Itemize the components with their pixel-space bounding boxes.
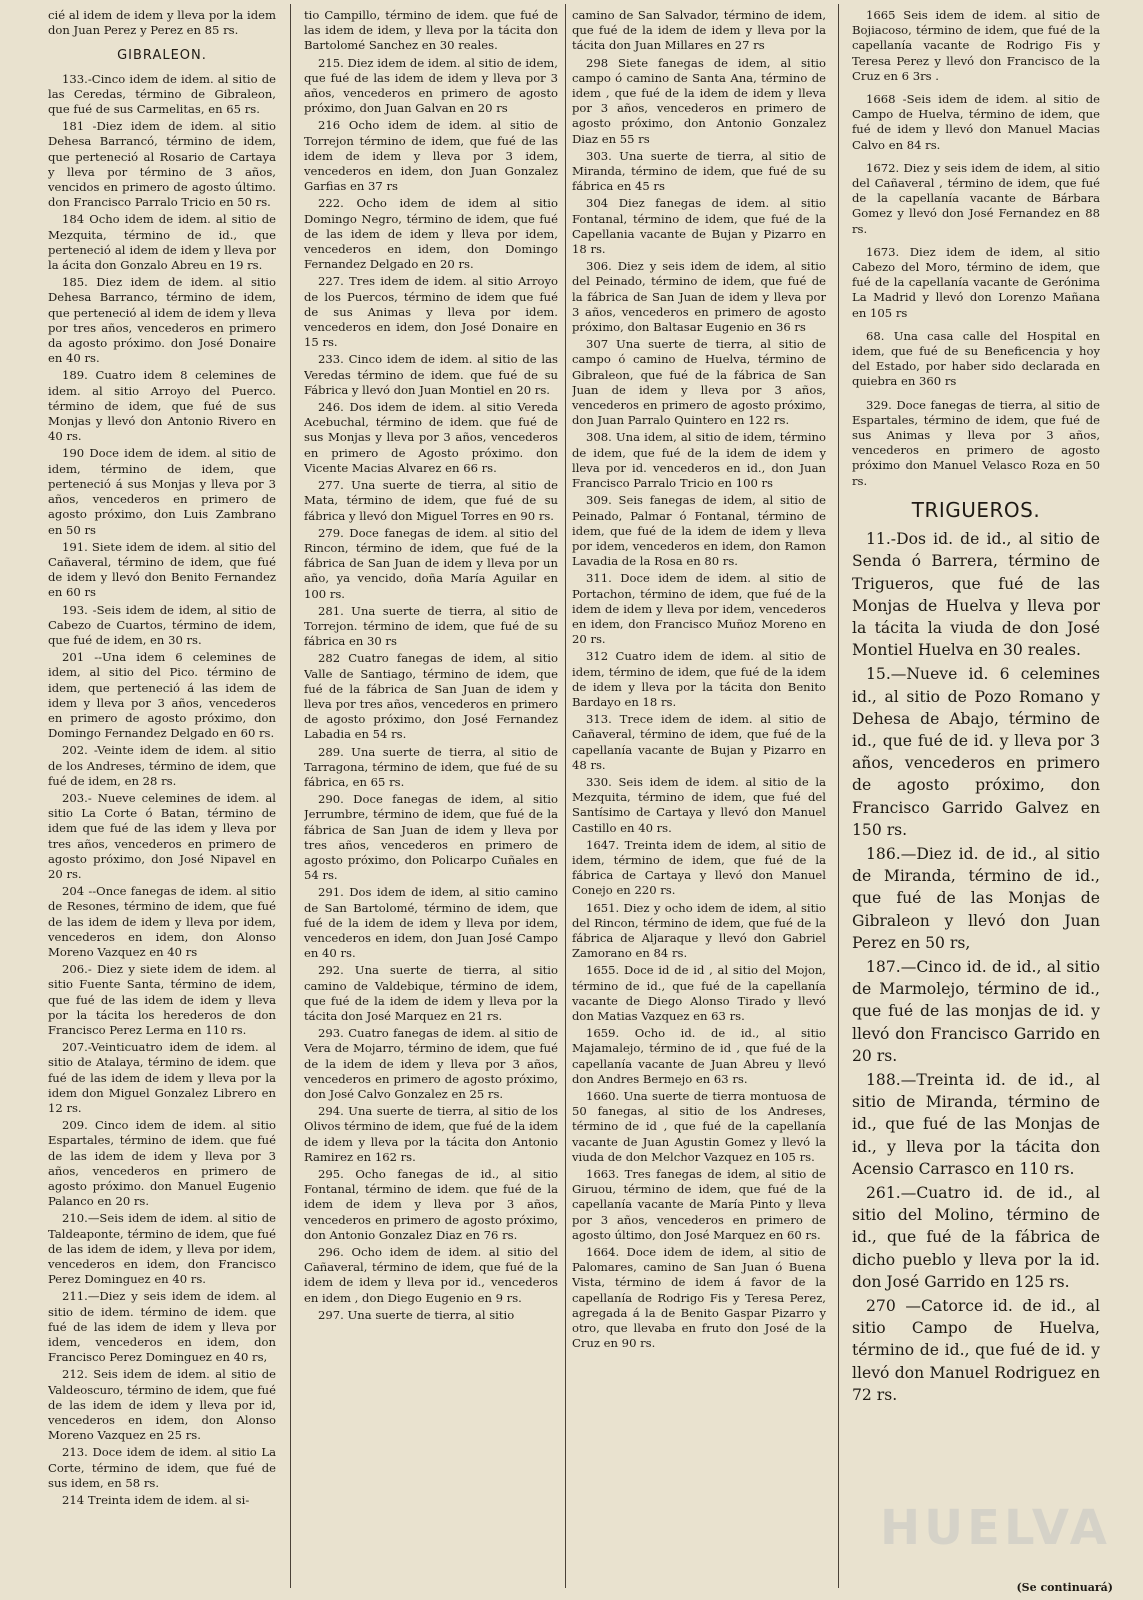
column-rule — [290, 4, 291, 1588]
entry: 189. Cuatro idem 8 celemines de idem. al sitio Arroyo del Puerco. término de idem, que fué de sus Monjas y llevó don Antonio Rivero en 40 rs. — [48, 368, 276, 444]
entry: 329. Doce fanegas de tierra, al sitio de Espartales, término de idem, que fué de sus Animas y lleva por 3 años, vencederos en primero de agosto próximo don Manuel Velasco Roza en 50 rs. — [852, 397, 1100, 488]
entry: 246. Dos idem de idem. al sitio Vereda Acebuchal, término de idem. que fué de sus Monjas y lleva por 3 años, vencederos en primero de Agosto próximo. don Vicente Macias Alvarez en 66 rs. — [304, 400, 558, 475]
entry: 214 Treinta idem de idem. al si- — [62, 1493, 250, 1508]
entry: 188.—Treinta id. de id., al sitio de Miranda, término de id., que fué de las Monjas de id., y lleva por la tácita don Acensio Carrasco en 110 rs. — [852, 1070, 1100, 1178]
entry: 211.—Diez y seis idem de idem. al sitio de idem. término de idem. que fué de las idem de idem y lleva por idem, vencederos en idem, don Francisco Perez Dominguez en 40 rs, — [48, 1289, 276, 1365]
section-title-gibraleon: GIBRALEON. — [117, 48, 207, 64]
entry: 1673. Diez idem de idem, al sitio Cabezo del Moro, término de idem, que fué de la capellanía vacante de Gerónima La Madrid y llevó don Lorenzo Mañana en 105 rs — [852, 244, 1100, 320]
column-4 — [852, 8, 1100, 1586]
entry: 190 Doce idem de idem. al sitio de idem, término de idem, que perteneció á sus Monjas y lleva por 3 años, vencederos en primero de agosto próximo, don Luis Zambrano en 50 rs — [48, 446, 276, 537]
entry: 292. Una suerte de tierra, al sitio camino de Valdebique, término de idem, que fué de la idem de idem y lleva por la tácita don José Marquez en 21 rs. — [304, 963, 558, 1023]
entry: 191. Siete idem de idem. al sitio del Cañaveral, término de idem, que fué de idem y llevó don Benito Fernandez en 60 rs — [48, 539, 276, 600]
column-rule — [565, 4, 566, 1588]
entry: 184 Ocho idem de idem. al sitio de Mezquita, término de id., que perteneció al idem de idem y lleva por la ácita don Gonzalo Abreu en 19 rs. — [48, 212, 276, 273]
entry: 209. Cinco idem de idem. al sitio Espartales, término de idem. que fué de las idem de idem y lleva por 3 años, vencederos en primero de agosto próximo. don Manuel Eugenio Palanco en 20 rs. — [48, 1118, 276, 1209]
entry: 281. Una suerte de tierra, al sitio de Torrejon. término de idem, que fué de su fábrica en 30 rs — [304, 603, 558, 649]
entry: 309. Seis fanegas de idem, al sitio de Peinado, Palmar ó Fontanal, término de idem, que fué de la idem de idem y lleva por idem, vencederos en idem, don Ramon Lavadia de la Rosa en 80 rs. — [572, 493, 826, 569]
entry: 282 Cuatro fanegas de idem, al sitio Valle de Santiago, término de idem, que fué de la fábrica de San Juan de idem y lleva por tres años, vencederos en primero de agosto próximo, don José Fernandez Labadia en 54 rs. — [304, 651, 558, 742]
entry: 210.—Seis idem de idem. al sitio de Taldeaponte, término de idem, que fué de las idem de idem, y lleva por idem, vencederos en idem, don Francisco Perez Dominguez en 40 rs. — [48, 1211, 276, 1287]
column-2 — [304, 8, 558, 1586]
entry: 1651. Diez y ocho idem de idem, al sitio del Rincon, término de idem, que fué de la fábrica de Aljaraque y llevó don Gabriel Zamorano en 84 rs. — [572, 900, 826, 961]
entry: 206.- Diez y siete idem de idem. al sitio Fuente Santa, término de idem, que fué de las idem de idem y lleva por la tácita los herederos de don Francisco Perez Lerma en 110 rs. — [48, 962, 276, 1037]
entry: 1665 Seis idem de idem. al sitio de Bojiacoso, término de idem, que fué de la capellanía vacante de Rodrigo Fis y Teresa Perez y llevó don Francisco de la Cruz en 6 3rs . — [852, 8, 1100, 83]
column-3 — [572, 8, 826, 1586]
entry: 181 -Diez idem de idem. al sitio Dehesa Barrancó, término de idem, que perteneció al Rosario de Cartaya y lleva por término de 3 años, vencidos en primero de agosto último. don Francisco Parralo Tricio en 50 rs. — [48, 119, 276, 210]
entry: tio Campillo, término de idem. que fué de las idem de idem, y lleva por la tácita don Bartolomé Sanchez en 30 reales. — [304, 8, 558, 53]
entry: 293. Cuatro fanegas de idem. al sitio de Vera de Mojarro, término de idem, que fué de la idem de idem y lleva por 3 años, vencederos en primero de agosto próximo, don José Calvo Gonzalez en 25 rs. — [304, 1026, 558, 1102]
continuation-note: (Se continuará) — [1016, 1581, 1113, 1594]
entry: 1664. Doce idem de idem, al sitio de Palomares, camino de San Juan ó Buena Vista, término de idem á favor de la capellanía de Rodrigo Fis y Teresa Perez, agregada á la de Benito Gaspar Pizarro y otro, que llevaba en fruto don José de la Cruz en 90 rs. — [572, 1245, 826, 1351]
entry: 227. Tres idem de idem. al sitio Arroyo de los Puercos, término de idem que fué de sus Animas y lleva por idem. vencederos en idem, don José Donaire en 15 rs. — [304, 274, 558, 350]
entry: 68. Una casa calle del Hospital en idem, que fué de su Beneficencia y hoy del Estado, por haber sido declarada en quiebra en 360 rs — [852, 328, 1100, 389]
entry: 186.—Diez id. de id., al sitio de Miranda, término de id., que fué de las Monjas de Gibraleon y llevó don Juan Perez en 50 rs, — [852, 844, 1100, 952]
entry: 233. Cinco idem de idem. al sitio de las Veredas término de idem. que fué de su Fábrica y llevó don Juan Montiel en 20 rs. — [304, 352, 558, 397]
entry: 279. Doce fanegas de idem. al sitio del Rincon, término de idem, que fué de la fábrica de San Juan de idem y lleva por un año, ya vencido, doña María Aguilar en 100 rs. — [304, 525, 558, 601]
entry: 313. Trece idem de idem. al sitio de Cañaveral, término de idem, que fué de la capellanía vacante de Bujan y Pizarro en 48 rs. — [572, 712, 826, 772]
entry: 311. Doce idem de idem. al sitio de Portachon, término de idem, que fué de la idem de idem y lleva por idem, vencederos en idem, don Francisco Muñoz Moreno en 20 rs. — [572, 571, 826, 647]
entry: 203.- Nueve celemines de idem. al sitio La Corte ó Batan, término de idem que fué de las idem y lleva por tres años, vencederos en primero de agosto próximo, don José Nipavel en 20 rs. — [48, 790, 276, 881]
archive-watermark: HUELVA — [880, 1500, 1111, 1556]
entry: 207.-Veinticuatro idem de idem. al sitio de Atalaya, término de idem. que fué de las idem de idem y lleva por la idem don Miguel Gonzalez Librero en 12 rs. — [48, 1040, 276, 1116]
entry: 15.—Nueve id. 6 celemines id., al sitio de Pozo Romano y Dehesa de Abajo, término de id., que fué de id. y lleva por 3 años, vencederos en primero de agosto próximo, don Francisco Garrido Galvez en 150 rs. — [852, 665, 1100, 839]
entry: 291. Dos idem de idem, al sitio camino de San Bartolomé, término de idem, que fué de la idem de idem y lleva por idem, vencederos en idem, don Juan José Campo en 40 rs. — [304, 885, 558, 961]
entry: 1672. Diez y seis idem de idem, al sitio del Cañaveral , término de idem, que fué de la capellanía vacante de Bárbara Gomez y llevó don José Fernandez en 88 rs. — [852, 160, 1100, 236]
entry: 204 --Once fanegas de idem. al sitio de Resones, término de idem, que fué de las idem de idem y lleva por idem, vencederos en idem, don Alonso Moreno Vazquez en 40 rs — [48, 884, 276, 959]
entry: 193. -Seis idem de idem, al sitio de Cabezo de Cuartos, término de idem, que fué de idem, en 30 rs. — [48, 602, 276, 647]
entry: 308. Una idem, al sitio de idem, término de idem, que fué de la idem de idem y lleva por id. vencederos en id., don Juan Francisco Parralo Tricio en 100 rs — [572, 430, 826, 491]
entry: 215. Diez idem de idem. al sitio de idem, que fué de las idem de idem y lleva por 3 años, vencederos en primero de agosto próximo, don Juan Galvan en 20 rs — [304, 55, 558, 116]
entry: 330. Seis idem de idem. al sitio de la Mezquita, término de idem, que fué del Santísimo de Cartaya y llevó don Manuel Castillo en 40 rs. — [572, 774, 826, 835]
entry: 1660. Una suerte de tierra montuosa de 50 fanegas, al sitio de los Andreses, término de id , que fué de la capellanía vacante de Juan Agustin Gomez y llevó la viuda de don Melchor Vazquez en 105 rs. — [572, 1089, 826, 1164]
entry: 185. Diez idem de idem. al sitio Dehesa Barranco, término de idem, que perteneció al idem de idem y lleva por tres años, vencederos en primero da agosto próximo. don José Donaire en 40 rs. — [48, 275, 276, 366]
entry: 11.-Dos id. de id., al sitio de Senda ó Barrera, término de Trigueros, que fué de las Monjas de Huelva y lleva por la tácita la viuda de don José Montiel Huelva en 30 reales. — [852, 530, 1100, 660]
entry: 1655. Doce id de id , al sitio del Mojon, término de id., que fué de la capellanía vacante de Diego Alonso Tirado y llevó don Matias Vazquez en 63 rs. — [572, 963, 826, 1023]
entry: 1663. Tres fanegas de idem, al sitio de Giruou, término de idem, que fué de la capellanía vacante de María Pinto y lleva por 3 años, vencederos en primero de agosto último, don José Marquez en 60 rs. — [572, 1167, 826, 1242]
entry: cié al idem de idem y lleva por la idem don Juan Perez y Perez en 85 rs. — [48, 8, 276, 38]
entry: 187.—Cinco id. de id., al sitio de Marmolejo, término de id., que fué de las monjas de id. y llevó don Francisco Garrido en 20 rs. — [852, 957, 1100, 1065]
entry: 202. -Veinte idem de idem. al sitio de los Andreses, término de idem, que fué de idem, en 28 rs. — [48, 743, 276, 788]
entry: 270 —Catorce id. de id., al sitio Campo de Huelva, término de id., que fué de id. y llevó don Manuel Rodriguez en 72 rs. — [852, 1297, 1100, 1404]
entry: 289. Una suerte de tierra, al sitio de Tarragona, término de idem, que fué de su fábrica, en 65 rs. — [304, 744, 558, 789]
column-1 — [48, 8, 276, 1586]
entry: 296. Ocho idem de idem. al sitio del Cañaveral, término de idem, que fué de la idem de idem y lleva por id., vencederos en idem , don Diego Eugenio en 9 rs. — [304, 1245, 558, 1305]
entry: 304 Diez fanegas de idem. al sitio Fontanal, término de idem, que fué de la Capellania vacante de Bujan y Pizarro en 18 rs. — [572, 196, 826, 257]
entry: 213. Doce idem de idem. al sitio La Corte, término de idem, que fué de sus idem, en 58 rs. — [48, 1445, 276, 1490]
entry: 133.-Cinco idem de idem. al sitio de las Ceredas, término de Gibraleon, que fué de sus Carmelitas, en 65 rs. — [48, 71, 276, 117]
entry: 222. Ocho idem de idem al sitio Domingo Negro, término de idem, que fué de las idem de idem y lleva por idem, vencederos en idem, don Domingo Fernandez Delgado en 20 rs. — [304, 196, 558, 272]
entry: 216 Ocho idem de idem. al sitio de Torrejon término de idem, que fué de las idem de idem y lleva por 3 idem, vencederos en idem, don Juan Gonzalez Garfias en 37 rs — [304, 118, 558, 194]
entry: 261.—Cuatro id. de id., al sitio del Molino, término de id., que fué de la fábrica de dicho pueblo y lleva por la id. don José Garrido en 125 rs. — [852, 1183, 1100, 1291]
entry: 201 --Una idem 6 celemines de idem, al sitio del Pico. término de idem, que perteneció á las idem de idem y lleva por 3 años, vencederos en primero de agosto próximo, don Domingo Fernandez Delgado en 60 rs. — [48, 650, 276, 741]
entry: 297. Una suerte de tierra, al sitio — [318, 1307, 515, 1322]
entry: 212. Seis idem de idem. al sitio de Valdeoscuro, término de idem, que fué de las idem de idem y lleva por id, vencederos en idem, don Alonso Moreno Vazquez en 25 rs. — [48, 1367, 276, 1443]
entry: 1647. Treinta idem de idem, al sitio de idem, término de idem, que fué de la fábrica de Cartaya y llevó don Manuel Conejo en 220 rs. — [572, 837, 826, 898]
entry: camino de San Salvador, término de idem, que fué de la idem de idem y lleva por la tácita don Juan Millares en 27 rs — [572, 8, 826, 53]
entry: 277. Una suerte de tierra, al sitio de Mata, término de idem, que fué de su fábrica y llevó don Miguel Torres en 90 rs. — [304, 478, 558, 523]
entry: 290. Doce fanegas de idem, al sitio Jerrumbre, término de idem, que fué de la fábrica de San Juan de idem y lleva por tres años, vencederos en primero de agosto próximo, don Policarpo Cuñales en 54 rs. — [304, 792, 558, 883]
entry: 307 Una suerte de tierra, al sitio de campo ó camino de Huelva, término de Gibraleon, que fué de la fábrica de San Juan de idem y lleva por 3 años, vencederos en primero de agosto próximo, don Juan Parralo Quintero en 122 rs. — [572, 337, 826, 428]
entry: 306. Diez y seis idem de idem, al sitio del Peinado, término de idem, que fué de la fábrica de San Juan de idem y lleva por 3 años, vencederos en primero de agosto próximo, don Baltasar Eugenio en 36 rs — [572, 259, 826, 335]
entry: 298 Siete fanegas de idem, al sitio campo ó camino de Santa Ana, término de idem , que fué de la idem de idem y lleva por 3 años, vencederos en primero de agosto próximo, don Antonio Gonzalez Diaz en 55 rs — [572, 55, 826, 146]
entry: 1659. Ocho id. de id., al sitio Majamalejo, término de id , que fué de la capellanía vacante de Juan Abreu y llevó don Andres Bermejo en 63 rs. — [572, 1026, 826, 1086]
column-rule — [838, 4, 839, 1588]
entry: 1668 -Seis idem de idem. al sitio de Campo de Huelva, término de idem, que fué de idem y llevó don Manuel Macias Calvo en 84 rs. — [852, 92, 1100, 152]
section-title-trigueros: TRIGUEROS. — [911, 497, 1041, 522]
entry: 295. Ocho fanegas de id., al sitio Fontanal, término de idem. que fué de la idem de idem y lleva por 3 años, vencederos en primero de agosto próximo, don Antonio Gonzalez Diaz en 76 rs. — [304, 1167, 558, 1242]
entry: 294. Una suerte de tierra, al sitio de los Olivos término de idem, que fué de la idem de idem y lleva por la tácita don Antonio Ramirez en 162 rs. — [304, 1104, 558, 1164]
entry: 312 Cuatro idem de idem. al sitio de idem, término de idem, que fué de la idem de idem y lleva por la tácita don Benito Bardayo en 18 rs. — [572, 649, 826, 709]
entry: 303. Una suerte de tierra, al sitio de Miranda, término de idem, que fué de su fábrica en 45 rs — [572, 148, 826, 194]
